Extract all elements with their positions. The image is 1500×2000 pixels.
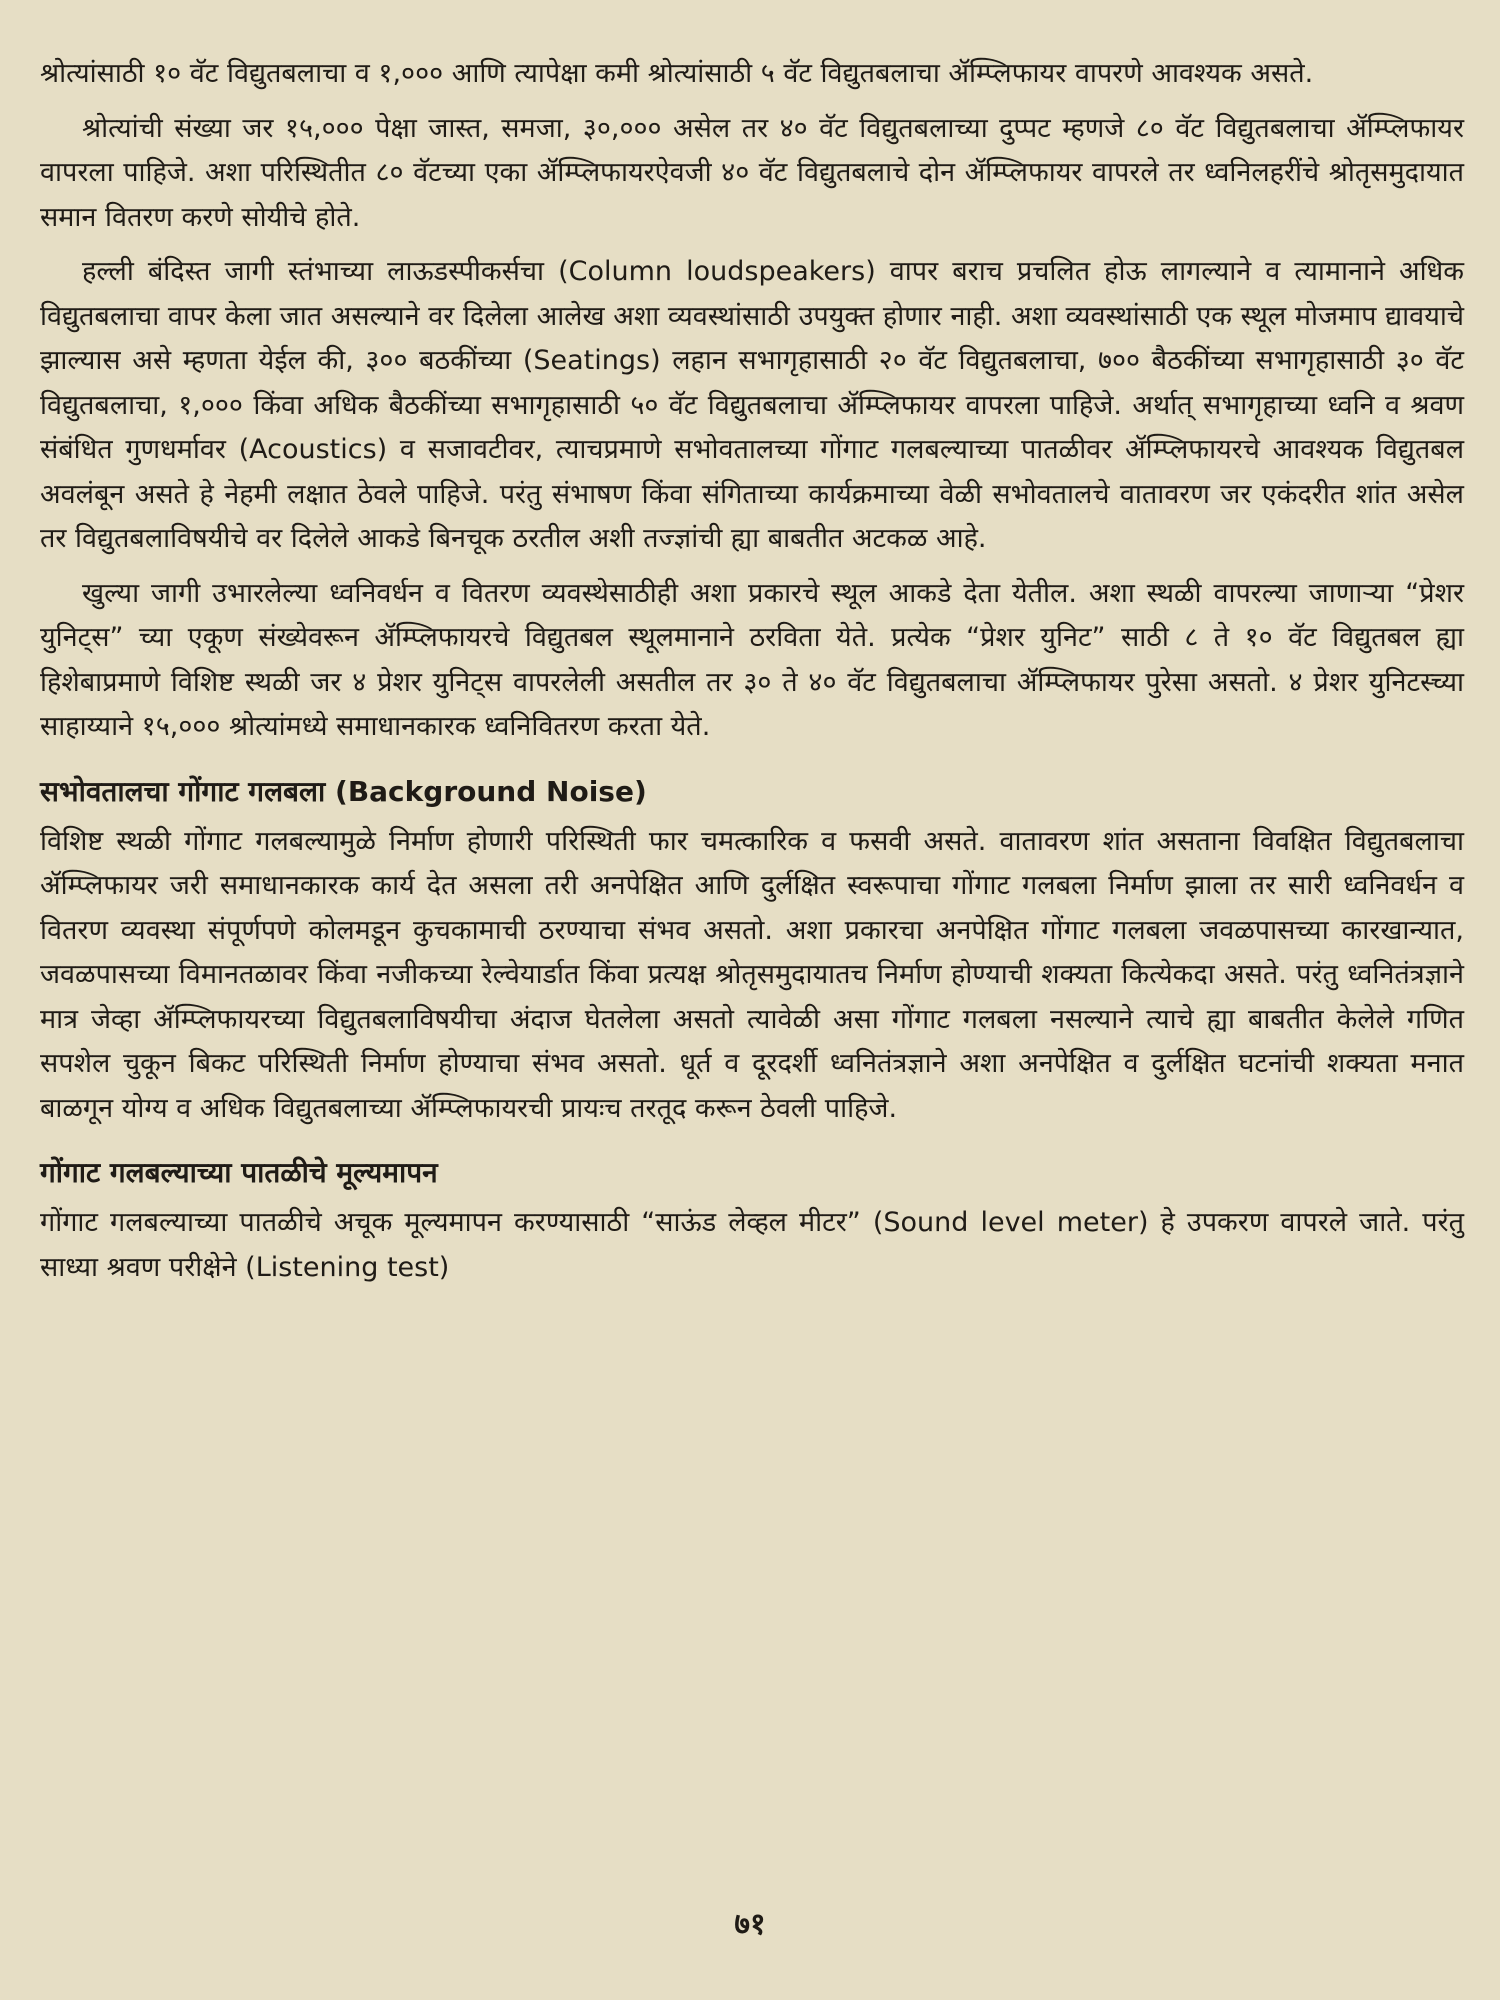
- section-heading-noise-level: गोंगाट गलबल्याच्या पातळीचे मूल्यमापन: [40, 1156, 438, 1189]
- page-number: ७१: [734, 1907, 766, 1942]
- paragraph-2: श्रोत्यांची संख्या जर १५,००० पेक्षा जास्त, समजा, ३०,००० असेल तर ४० वॅट विद्युतबलाच्या दुप्पट म्हणजे ८० वॅट विद्युतबलाचा ॲम्प्लिफायर वापरला पाहिजे. अशा परिस्थितीत ८० वॅटच्या एका ॲम्प्लिफायरऐवजी ४० वॅट विद्युतबलाचे दोन ॲम्प्लिफायर वापरले तर ध्वनिलहरींचे श्रोतृसमुदायात समान वितरण करणे सोयीचे होते.: [40, 112, 1464, 233]
- paragraph-5: विशिष्ट स्थळी गोंगाट गलबल्यामुळे निर्माण होणारी परिस्थिती फार चमत्कारिक व फसवी असते. वातावरण शांत असताना विवक्षित विद्युतबलाचा ॲम्प्लिफायर जरी समाधानकारक कार्य देत असला तरी अनपेक्षित आणि दुर्लक्षित स्वरूपाचा गोंगाट गलबला निर्माण झाला तर सारी ध्वनिवर्धन व वितरण व्यवस्था संपूर्णपणे कोलमडून कुचकामाची ठरण्याचा संभव असतो. अशा प्रकारचा अनपेक्षित गोंगाट गलबला जवळपासच्या कारखान्यात, जवळपासच्या विमानतळावर किंवा नजीकच्या रेल्वेयार्डात किंवा प्रत्यक्ष श्रोतृसमुदायातच निर्माण होण्याची शक्यता कित्येकदा असते. परंतु ध्वनितंत्रज्ञाने मात्र जेव्हा ॲम्प्लिफायरच्या विद्युतबलाविषयीचा अंदाज घेतलेला असतो त्यावेळी असा गोंगाट गलबला नसल्याने त्याचे ह्या बाबतीत केलेले गणित सपशेल चुकून बिकट परिस्थिती निर्माण होण्याचा संभव असतो. धूर्त व दूरदर्शी ध्वनितंत्रज्ञाने अशा अनपेक्षित व दुर्लक्षित घटनांची शक्यता मनात बाळगून योग्य व अधिक विद्युतबलाच्या ॲम्प्लिफायरची प्रायःच तरतूद करून ठेवली पाहिजे.: [40, 825, 1464, 1124]
- section-heading-background-noise: सभोवतालचा गोंगाट गलबला (Background Noise): [40, 774, 647, 808]
- paragraph-1: श्रोत्यांसाठी १० वॅट विद्युतबलाचा व १,००० आणि त्यापेक्षा कमी श्रोत्यांसाठी ५ वॅट विद्युतबलाचा ॲम्प्लिफायर वापरणे आवश्यक असते.: [40, 58, 1314, 89]
- paragraph-3: हल्ली बंदिस्त जागी स्तंभाच्या लाऊडस्पीकर्सचा (Column loudspeakers) वापर बराच प्रचलित होऊ लागल्याने व त्यामानाने अधिक विद्युतबलाचा वापर केला जात असल्याने वर दिलेला आलेख अशा व्यवस्थांसाठी उपयुक्त होणार नाही. अशा व्यवस्थांसाठी एक स्थूल मोजमाप द्यावयाचे झाल्यास असे म्हणता येईल की, ३०० बठकींच्या (Seatings) लहान सभागृहासाठी २० वॅट विद्युतबलाचा, ७०० बैठकींच्या सभागृहासाठी ३० वॅट विद्युतबलाचा, १,००० किंवा अधिक बैठकींच्या सभागृहासाठी ५० वॅट विद्युतबलाचा ॲम्प्लिफायर वापरला पाहिजे. अर्थात् सभागृहाच्या ध्वनि व श्रवण संबंधित गुणधर्मावर (Acoustics) व सजावटीवर, त्याचप्रमाणे सभोवतालच्या गोंगाट गलबल्याच्या पातळीवर ॲम्प्लिफायरचे आवश्यक विद्युतबल अवलंबून असते हे नेहमी लक्षात ठेवले पाहिजे. परंतु संभाषण किंवा संगिताच्या कार्यक्रमाच्या वेळी सभोवतालचे वातावरण जर एकंदरीत शांत असेल तर विद्युतबलाविषयीचे वर दिलेले आकडे बिनचूक ठरतील अशी तज्ज्ञांची ह्या बाबतीत अटकळ आहे.: [40, 256, 1464, 554]
- paragraph-4: खुल्या जागी उभारलेल्या ध्वनिवर्धन व वितरण व्यवस्थेसाठीही अशा प्रकारचे स्थूल आकडे देता येतील. अशा स्थळी वापरल्या जाणाऱ्या “प्रेशर युनिट्स” च्या एकूण संख्येवरून ॲम्प्लिफायरचे विद्युतबल स्थूलमानाने ठरविता येते. प्रत्येक “प्रेशर युनिट” साठी ८ ते १० वॅट विद्युतबल ह्या हिशेबाप्रमाणे विशिष्ट स्थळी जर ४ प्रेशर युनिट्स वापरलेली असतील तर ३० ते ४० वॅट विद्युतबलाचा ॲम्प्लिफायर पुरेसा असतो. ४ प्रेशर युनिटस्च्या साहाय्याने १५,००० श्रोत्यांमध्ये समाधानकारक ध्वनिवितरण करता येते.: [40, 577, 1464, 742]
- paragraph-6: गोंगाट गलबल्याच्या पातळीचे अचूक मूल्यमापन करण्यासाठी “साऊंड लेव्हल मीटर” (Sound level meter) हे उपकरण वापरले जाते. परंतु साध्या श्रवण परीक्षेने (Listening test): [40, 1207, 1464, 1283]
